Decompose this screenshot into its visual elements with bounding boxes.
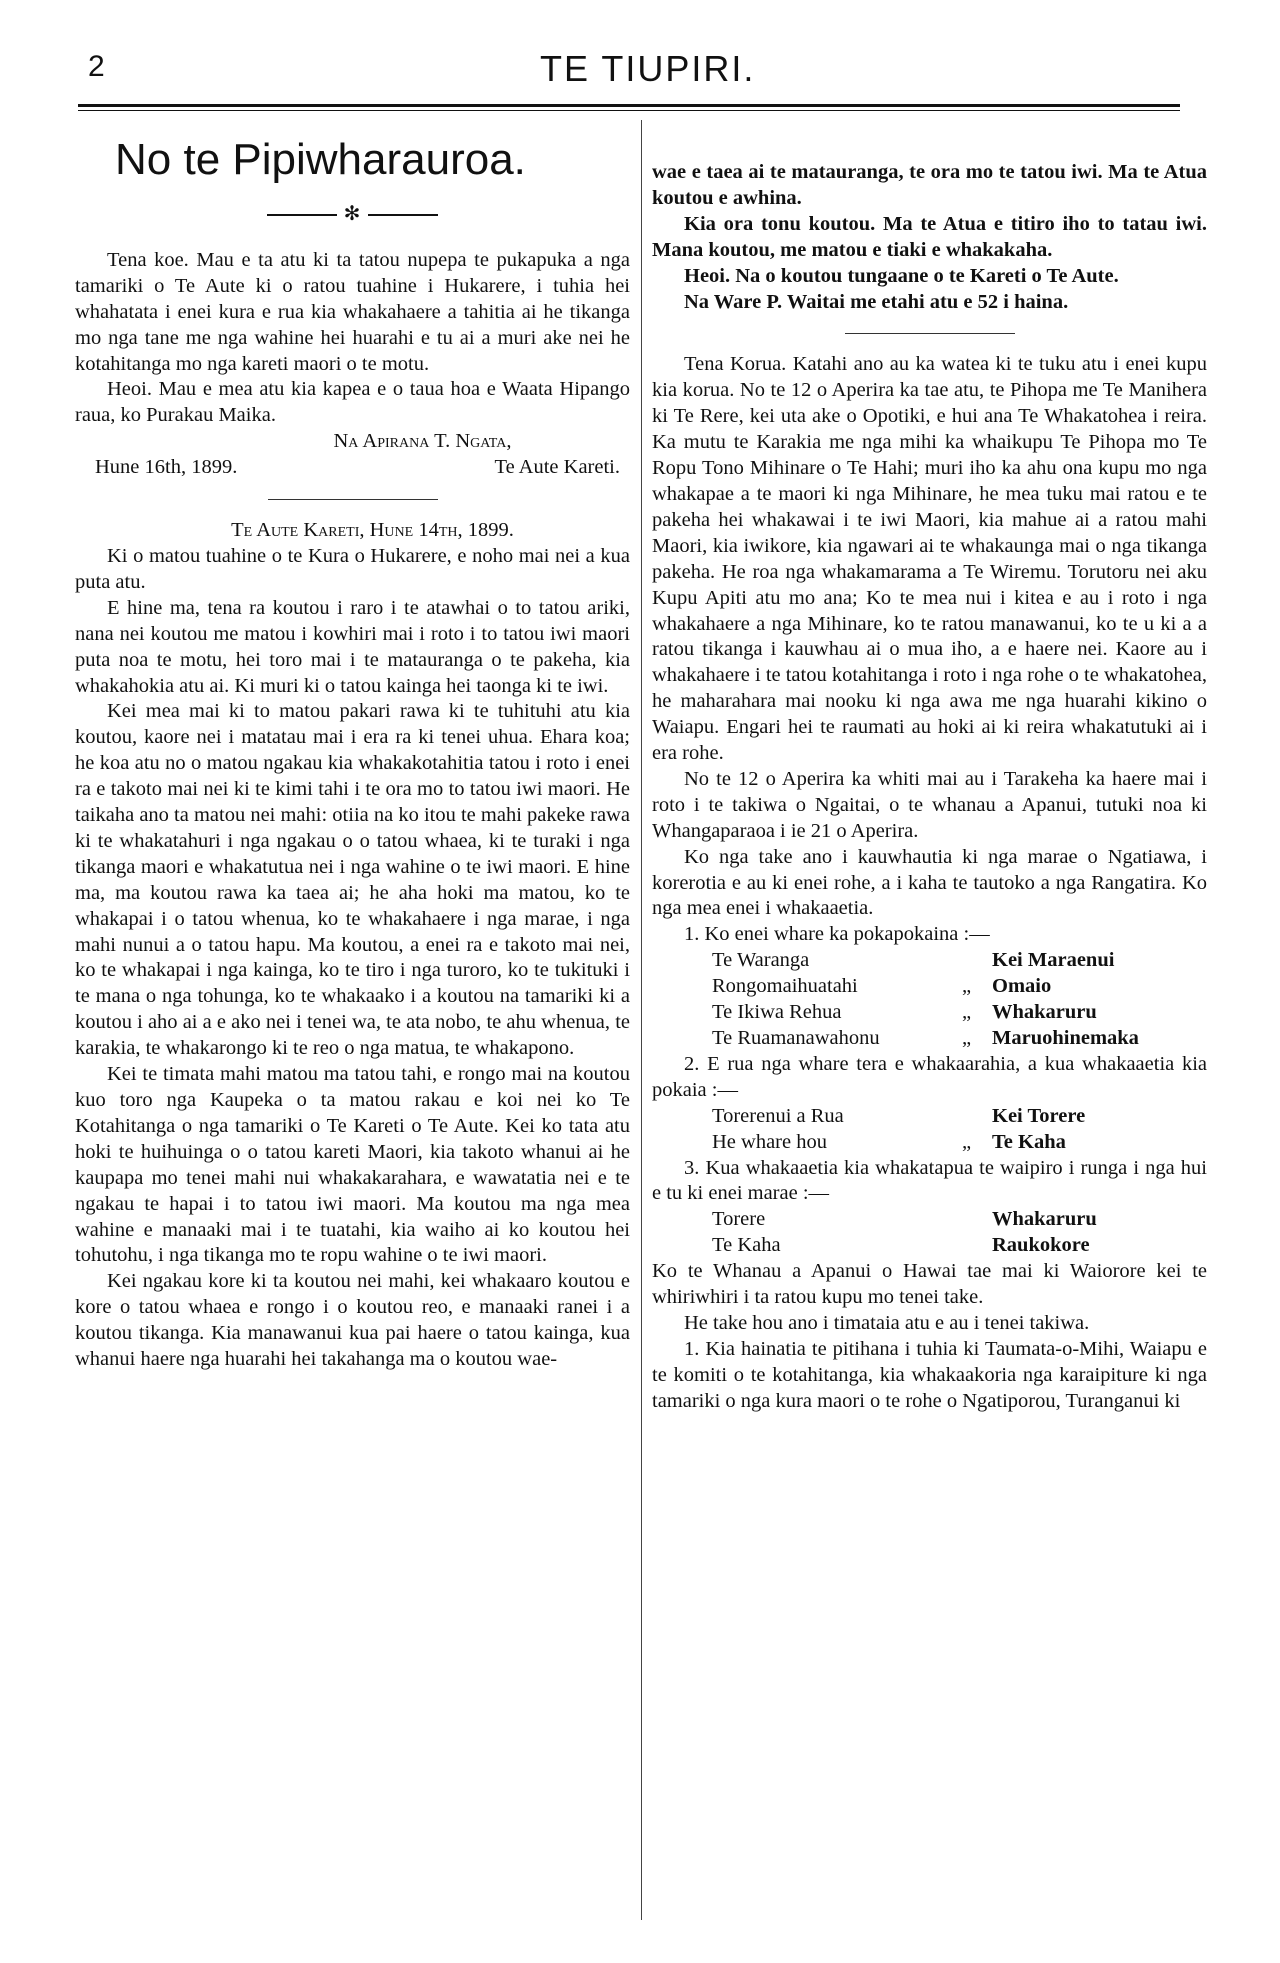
- left-column: [75, 120, 630, 1373]
- paragraph: Ko te Whanau a Apanui o Hawai tae mai ki Waiorore kei te whiriwhiri i ta ratou kupu mo tenei take.: [652, 1260, 1207, 1309]
- list-item: Te Ikiwa Rehua „ Whakaruru: [712, 1001, 1097, 1024]
- list-item: Te Waranga Kei Maraenui: [712, 949, 1115, 972]
- paragraph: Kia ora tonu koutou. Ma te Atua e titiro iho to tatau iwi. Mana koutou, me matou e tiaki e whakakaha.: [652, 212, 1207, 261]
- paragraph: E hine ma, tena ra koutou i raro i te atawhai o to tatou ariki, nana nei koutou me matou i kowhiri mai i roto i to tatou iwi maori puta noa te motu, hei toro mai i te matauranga o te pakeha, kia whakahokia atu ai. Ki muri ki o tatou kainga hei taonga ki te iwi.: [75, 596, 630, 697]
- paragraph: Kei mea mai ki to matou pakari rawa ki te tuhituhi atu kia koutou, kaore nei i matatau mai i era ra ki tenei uhua. Ehara koa; he koa atu no o matou ngakau kia whakakotahitia tatou i roto i enei ra e takoto mai nei ki te kimi tahi i te ora mo to tatou iwi maori. He taikaha ano ta matou nei mahi: otiia na ko itou te mahi pakeke rawa ki te whakatahuri i nga ngakau o o tatou whaea, ki te turaki i nga tikanga maori e whakatutua nei i nga wahine o te iwi maori. E hine ma, ma koutou rawa ka taea ai; he aha hoki ma matou, ko te whakapai i o tatou whenua, ko te whakahaere i nga marae, i nga mahi nunui a o tatou hapu. Ma koutou, a enei ra e takoto mai nei, ko te whakapai i nga kainga, ko te tiro i nga turoro, ko te tukituki i te mana o nga tohunga, ko te whakaako i a koutou na tamariki ki a koutou i aho ai a e ako nei i tenei wa, te ata nobo, te ahu whenua, te karakia, te whakarongo ki te reo o nga matua, te whakapono.: [75, 700, 631, 1060]
- paragraph: Tena koe. Mau e ta atu ki ta tatou nupepa te pukapuka a nga tamariki o Te Aute ki o ratou tuahine i Hukarere, i tuhia hei whahatata i enei kura e rua kia whakahaere a tahitia ai he tikanga mo nga tane me nga wahine hei huarahi e tu ai a muri ake nei he kotahitanga mo nga kareti maori o te motu.: [75, 248, 630, 375]
- house-list: [652, 948, 1207, 1052]
- paragraph: Tena Korua. Katahi ano au ka watea ki te tuku atu i enei kupu kia korua. No te 12 o Aperira ka tae atu, te Pihopa me Te Manihera ki Te Rere, kei uta ake o Opotiki, e hui ana Te Whakatohea i reira. Ka mutu te Karakia me nga mihi ka whaikupu Te Pihopa mo Te Ropu Tono Mihinare o Te Hahi; muri iho ka ahu ona kupu mo nga whakapae a te maori ki nga Mihinare, he mea tuku mai ratou e te pakeha hei whakawai i te iwi Maori, kia mahue ai a ratou mahi Maori, kia iwikore, kia ngawari ai te whakaunga mai o nga tikanga pakeha. He roa nga whakamarama a Te Wiremu. Torutoru nei aku Kupu Apiti atu mo ana; Ko te mea nui i kitea e au i roto i nga whakahaere a nga Mihinare, ko te ratou manawanui, ko te u ki a a ratou tikanga i kauwhau ai o mua iho, a e haere nei. Kaore au i whakahaere i te tatou kotahitanga i roto i nga rohe o te whakatohea, he maharahara mai nooku ki nga awa me nga huarahi kikino o Waiapu. Engari hei te raumati au hoki ai ki reira whakatutuki ai i era rohe.: [652, 353, 1207, 765]
- paragraph: 1. Kia hainatia te pitihana i tuhia ki Taumata-o-Mihi, Waiapu e te komiti o te kotahitanga, kia whakaakoria nga karaipiture ki nga tamariki o nga kura maori o te rohe o Ngatiporou, Turanganui ki: [652, 1337, 1207, 1412]
- signature-date: Hune 16th, 1899.: [95, 456, 238, 479]
- dateline: Te Aute Kareti, Hune 14th, 1899.: [231, 519, 514, 542]
- list-item: He whare hou „ Te Kaha: [712, 1130, 1066, 1153]
- page-number: 2: [88, 50, 105, 83]
- paragraph: He take hou ano i timataia atu e au i tenei takiwa.: [684, 1311, 1090, 1334]
- paragraph: Na Ware P. Waitai me etahi atu e 52 i haina.: [684, 290, 1069, 313]
- article-headline: No te Pipiwharauroa.: [115, 135, 526, 184]
- paragraph: No te 12 o Aperira ka whiti mai au i Tarakeha ka haere mai i roto i te takiwa o Ngaitai, o te whanau a Apanui, tutuki noa ki Whangaparaoa i ie 21 o Aperira.: [652, 767, 1207, 842]
- ornament-icon: ✻: [343, 203, 362, 225]
- signature-name: Na Apirana T. Ngata,: [333, 430, 512, 453]
- section-rule: [268, 499, 438, 500]
- right-column: [652, 120, 1207, 1415]
- paragraph: Kei te timata mahi matou ma tatou tahi, e rongo mai na koutou kuo toro nga Kaupeka o ta matou rakau e koi nei ko Te Kotahitanga o nga tamariki o Te Kareti o Te Aute. Kei ko tata atu hoki te huihuinga o o tatou kareti Maori, kia takoto whanui ai he kaupapa mo tenei mahi nui whakakarahara, e wawatatia nei e te ngakau te hapai i to tatou iwi maori. Ma koutou ma nga mea wahine e manaaki mai i te tuatahi, kia waiho ai ko koutou hei tohutohu, i nga tikanga mo te ropu wahine o te iwi maori.: [75, 1063, 630, 1267]
- marae-list: [652, 1207, 1207, 1259]
- ornament-divider: [75, 202, 630, 228]
- list-item: Te Ruamanawahonu „ Maruohinemaka: [712, 1027, 1139, 1049]
- list-item: Torere Whakaruru: [712, 1208, 1097, 1231]
- paragraph: Kei ngakau kore ki ta koutou nei mahi, kei whakaaro koutou e kore o tatou whaea e rongo i o koutou reo, e manaaki ranei i a koutou tikanga. Kia manawanui kua pai haere o tatou kainga, kua whanui haere nga huarahi hei takahanga ma o koutou wae-: [75, 1270, 630, 1371]
- list-item: Te Kaha Raukokore: [712, 1234, 1090, 1257]
- paragraph: Ki o matou tuahine o te Kura o Hukarere, e noho mai nei a kua puta atu.: [75, 544, 630, 593]
- paragraph: wae e taea ai te matauranga, te ora mo te tatou iwi. Ma te Atua koutou e awhina.: [652, 161, 1207, 209]
- section-rule: [845, 333, 1015, 334]
- column-divider: [641, 120, 642, 1920]
- list-heading: 3. Kua whakaaetia kia whakatapua te waipiro i runga i nga hui e tu ki enei marae :—: [652, 1156, 1207, 1205]
- list-item: Rongomaihuatahi „ Omaio: [712, 975, 1052, 998]
- list-item: Torerenui a Rua Kei Torere: [712, 1104, 1086, 1127]
- paragraph: Ko nga take ano i kauwhautia ki nga marae o Ngatiawa, i korerotia e au ki enei rohe, a i kaha te tautoko a nga Rangatira. Ko nga mea enei i whakaaetia.: [652, 845, 1207, 920]
- house-list-2: [652, 1104, 1207, 1156]
- newspaper-title: TE TIUPIRI.: [540, 48, 756, 89]
- header-rule: [78, 104, 1180, 107]
- signature-place: Te Aute Kareti.: [494, 456, 620, 479]
- list-heading: 1. Ko enei whare ka pokapokaina :—: [684, 923, 990, 946]
- list-heading: 2. E rua nga whare tera e whakaarahia, a kua whakaaetia kia pokaia :—: [652, 1052, 1207, 1101]
- paragraph: Heoi. Mau e mea atu kia kapea e o taua hoa e Waata Hipango raua, ko Purakau Maika.: [75, 378, 630, 427]
- signature-row: [75, 455, 630, 481]
- paragraph: Heoi. Na o koutou tungaane o te Kareti o Te Aute.: [684, 264, 1119, 287]
- header-rule-thin: [78, 110, 1180, 111]
